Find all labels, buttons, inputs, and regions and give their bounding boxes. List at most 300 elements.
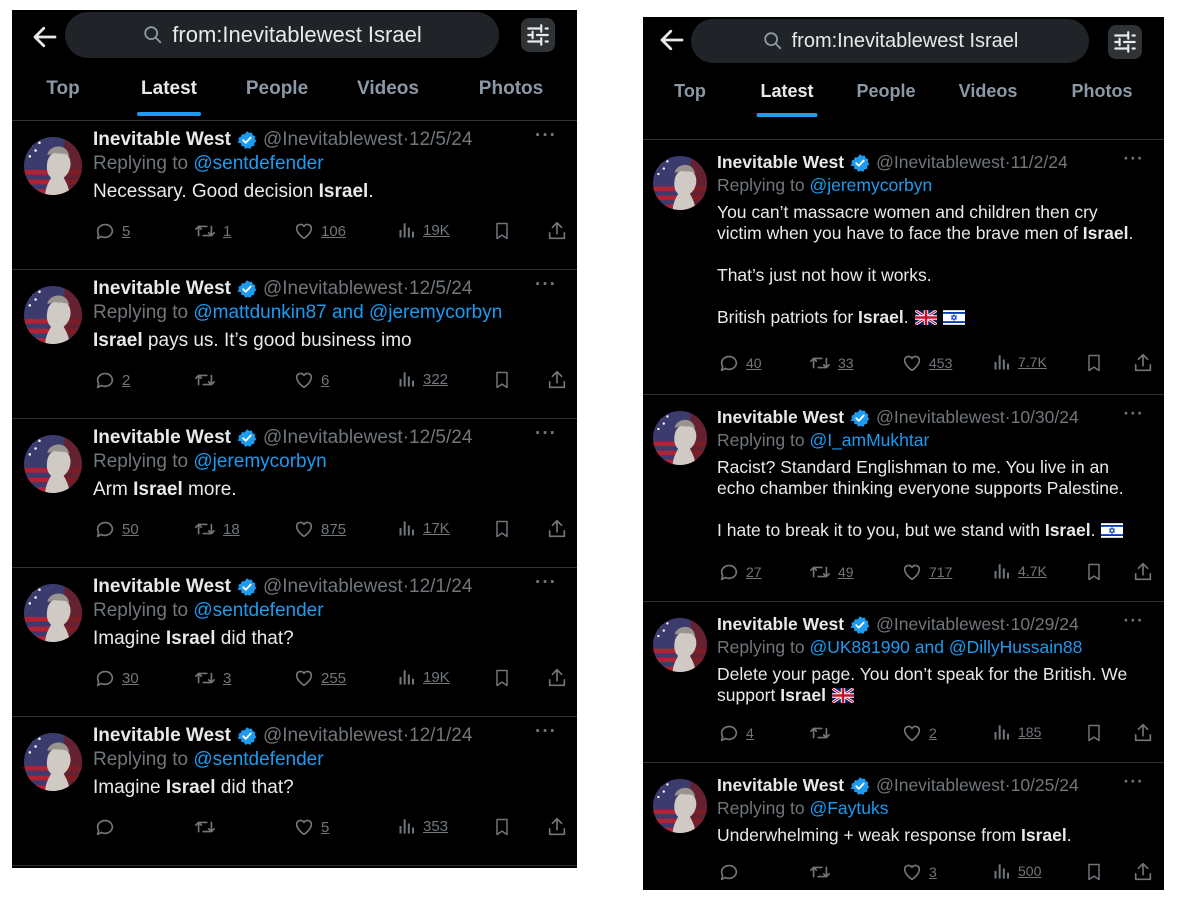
reply-icon [94,518,116,540]
reply-icon [94,816,116,838]
bookmark-button[interactable] [492,220,512,242]
user-handle[interactable]: @Inevitablewest [262,725,403,746]
more-icon[interactable]: ··· [1123,610,1144,630]
verified-icon [850,776,870,796]
bookmark-button[interactable] [492,667,512,689]
highlight-term: Israel [1020,825,1067,845]
avatar[interactable] [24,584,82,642]
active-tab-indicator [756,113,817,117]
reply-button[interactable] [94,816,122,838]
mention-link[interactable]: @Faytuks [809,798,889,818]
bookmark-icon [492,369,512,391]
tweet-text-part: Underwhelming + weak response from [717,825,1021,845]
retweet-icon [808,561,832,583]
retweets-count: 18 [223,520,240,538]
tweet-header [93,721,557,747]
tweet-text-part: Arm [93,479,134,500]
reply-icon [718,561,740,583]
tab-people[interactable] [856,81,915,102]
replying-to-label: Replying to [93,749,189,770]
share-icon [546,667,568,689]
search-tabs [12,68,577,121]
tweet-text-part: Imagine [93,777,166,798]
tweet-actions [717,722,1164,752]
more-icon[interactable]: ··· [535,572,557,593]
tweet-text-part: . That’s just not how it works. British patriots for [717,223,1134,327]
tweet-date[interactable]: 12/5/24 [409,129,473,150]
search-icon [142,24,164,46]
replying-to-label: Replying to [93,302,189,323]
mention-link[interactable]: @mattdunkin87 and @jeremycorbyn [193,302,503,323]
like-button[interactable] [901,861,937,883]
tweet-date[interactable]: 10/29/24 [1010,614,1079,634]
retweet-button[interactable] [193,220,231,242]
tweet-content [93,274,557,352]
reply-button[interactable] [94,518,139,540]
views-count: 322 [423,370,449,388]
reply-icon [718,722,740,744]
views-button[interactable] [992,352,1047,372]
retweet-icon [193,667,217,689]
mention-link[interactable]: @jeremycorbyn [809,175,933,195]
tab-label: Latest [141,78,197,99]
bookmark-icon [492,667,512,689]
search-field[interactable] [65,12,499,58]
reply-button[interactable] [94,220,130,242]
like-icon [901,352,923,374]
top-bar [643,17,1164,69]
views-icon [397,220,417,240]
search-tabs [643,69,1164,129]
display-name[interactable]: Inevitable West [717,407,845,427]
tweet-header [717,403,1144,428]
retweet-button[interactable] [193,816,223,838]
like-button[interactable] [293,667,346,689]
tweet-content [93,721,557,799]
avatar[interactable] [24,137,82,195]
like-button[interactable] [293,518,346,540]
display-name[interactable]: Inevitable West [93,278,231,299]
retweets-count: 1 [223,222,232,240]
share-icon [546,816,568,838]
share-icon [546,518,568,540]
bookmark-button[interactable] [1084,861,1104,883]
replying-to [717,798,1144,819]
likes-count: 3 [929,864,937,880]
replying-to-label: Replying to [93,153,189,174]
verified-icon [237,279,257,299]
tweet[interactable] [643,602,1164,763]
avatar[interactable] [24,286,82,344]
tweet-header [93,423,557,449]
search-query: from:Inevitablewest Israel [172,22,422,47]
retweet-button[interactable] [193,518,240,540]
like-icon [293,667,315,689]
reply-button[interactable] [718,861,746,883]
verified-icon [237,726,257,746]
separator-dot: · [402,576,410,597]
replying-to-label: Replying to [93,600,189,621]
user-handle[interactable]: @Inevitablewest [876,152,1005,172]
like-button[interactable] [293,816,329,838]
retweet-button[interactable] [808,722,838,744]
tweet-actions [717,561,1164,591]
views-icon [992,561,1012,581]
replies-count: 50 [122,520,139,538]
like-icon [293,369,315,391]
more-icon[interactable]: ··· [1123,771,1144,791]
tweet-text [93,628,557,650]
retweets-count: 33 [838,355,854,371]
retweet-icon [193,518,217,540]
retweet-icon [808,861,832,883]
more-icon[interactable]: ··· [535,423,557,444]
separator-dot: · [402,278,410,299]
like-icon [293,518,315,540]
user-handle[interactable]: @Inevitablewest [262,576,403,597]
tweet-text-part: Imagine [93,628,166,649]
views-button[interactable] [992,861,1041,881]
tweet-header [93,125,557,151]
share-button[interactable] [546,369,568,391]
tweet-text [93,330,557,352]
bookmark-button[interactable] [1084,352,1104,374]
mention-link[interactable]: @sentdefender [193,153,324,174]
likes-count: 106 [321,222,347,240]
share-button[interactable] [546,220,568,242]
mention-link[interactable]: @sentdefender [193,749,324,770]
back-arrow-icon[interactable] [657,25,687,55]
retweets-count: 49 [838,564,854,580]
tab-top[interactable] [674,81,706,102]
share-icon [546,369,568,391]
tweet-actions [93,220,577,250]
like-button[interactable] [901,561,952,583]
mention-link[interactable]: @UK881990 and @DillyHussain88 [809,637,1083,657]
user-handle[interactable]: @Inevitablewest [262,427,403,448]
views-button[interactable] [992,561,1047,581]
avatar[interactable] [653,156,707,210]
retweet-button[interactable] [808,561,854,583]
likes-count: 2 [929,725,937,741]
more-icon[interactable]: ··· [535,125,557,146]
replying-to [93,600,557,622]
tweet-date[interactable]: 11/2/24 [1010,152,1068,172]
verified-icon [850,153,870,173]
bookmark-button[interactable] [492,369,512,391]
highlight-term: Israel [93,330,143,351]
share-button[interactable] [546,816,568,838]
tweet[interactable] [12,121,577,270]
replies-count: 2 [122,371,131,389]
verified-icon [237,577,257,597]
retweet-button[interactable] [193,667,231,689]
verified-icon [850,615,870,635]
tab-label: People [856,81,916,101]
replying-to-label: Replying to [717,430,805,450]
avatar[interactable] [653,411,707,465]
reply-icon [94,369,116,391]
tab-latest[interactable] [760,81,813,102]
views-button[interactable] [397,220,450,240]
retweet-icon [193,816,217,838]
israel-flag-icon [1101,522,1123,543]
tab-photos[interactable] [479,78,543,100]
more-icon[interactable]: ··· [1123,403,1144,423]
right-screenshot [643,17,1164,890]
more-icon[interactable]: ··· [1123,148,1144,168]
likes-count: 5 [321,818,330,836]
uk-flag-icon [832,687,854,708]
reply-button[interactable] [718,352,762,374]
avatar[interactable] [24,733,82,791]
bookmark-icon [1084,722,1104,744]
reply-icon [718,861,740,883]
reply-button[interactable] [718,561,762,583]
bookmark-button[interactable] [1084,561,1104,583]
verified-icon [237,130,257,150]
like-button[interactable] [901,722,937,744]
share-icon [1132,561,1154,583]
tweet-actions [717,352,1164,382]
mention-link[interactable]: @I_amMukhtar [809,430,930,450]
replying-to [717,430,1144,451]
bookmark-button[interactable] [1084,722,1104,744]
share-button[interactable] [1132,352,1154,374]
display-name[interactable]: Inevitable West [93,129,231,150]
highlight-term: Israel [780,685,826,705]
user-handle[interactable]: @Inevitablewest [876,775,1005,795]
user-handle[interactable]: @Inevitablewest [262,278,403,299]
tab-top[interactable] [46,78,79,100]
tweet-text-part: . [1090,520,1096,540]
views-button[interactable] [397,518,450,538]
tweet[interactable] [12,717,577,866]
tweet-date[interactable]: 12/5/24 [409,427,473,448]
tweet-content [93,125,557,203]
retweet-button[interactable] [808,861,838,883]
tweet[interactable] [643,395,1164,602]
retweet-button[interactable] [808,352,854,374]
tab-label: Latest [760,81,814,101]
tweet[interactable] [12,568,577,717]
retweet-icon [193,369,217,391]
share-button[interactable] [546,518,568,540]
display-name[interactable]: Inevitable West [93,576,231,597]
tweet-content [93,572,557,650]
avatar[interactable] [653,779,707,833]
tab-label: Videos [357,78,419,99]
retweet-icon [808,352,832,374]
tweet-text [717,457,1144,543]
tweet-header [717,771,1144,796]
user-handle[interactable]: @Inevitablewest [876,614,1005,634]
views-icon [992,352,1012,372]
bookmark-icon [1084,561,1104,583]
views-button[interactable] [397,816,448,836]
share-icon [1132,861,1154,883]
top-bar [12,10,577,68]
like-icon [293,220,315,242]
tab-photos[interactable] [1072,81,1133,102]
tab-people[interactable] [246,78,308,100]
views-count: 353 [423,817,449,835]
divider [643,129,1164,140]
views-icon [397,518,417,538]
tab-label: People [245,78,309,99]
display-name[interactable]: Inevitable West [717,614,845,634]
search-query: from:Inevitablewest Israel [791,29,1019,52]
user-handle[interactable]: @Inevitablewest [876,407,1005,427]
reply-button[interactable] [718,722,754,744]
filter-icon[interactable] [1108,25,1142,59]
tweet-text-part: Delete your page. You don’t speak for the British. We support [717,664,1128,705]
tab-label: Videos [958,81,1018,101]
tweet-text-part: did that? [215,777,294,798]
like-icon [901,861,923,883]
replying-to [93,302,557,324]
reply-button[interactable] [94,667,139,689]
tweet-text-part: did that? [215,628,294,649]
views-count: 185 [1018,724,1042,740]
share-button[interactable] [1132,722,1154,744]
tab-videos[interactable] [357,78,419,100]
tweet-text-part: pays us. It’s good business imo [142,330,412,351]
views-icon [397,816,417,836]
like-icon [901,722,923,744]
filter-icon[interactable] [521,18,555,52]
replies-count: 27 [746,564,762,580]
separator-dot: · [1004,775,1011,795]
israel-flag-icon [943,309,965,330]
views-count: 4.7K [1018,563,1047,579]
user-handle[interactable]: @Inevitablewest [262,129,403,150]
like-icon [293,816,315,838]
views-icon [992,722,1012,742]
share-button[interactable] [546,667,568,689]
mention-link[interactable]: @sentdefender [193,600,324,621]
likes-count: 255 [321,669,347,687]
tweet-date[interactable]: 10/25/24 [1010,775,1079,795]
tweet-date[interactable]: 10/30/24 [1010,407,1079,427]
views-icon [397,369,417,389]
views-button[interactable] [397,667,450,687]
reply-icon [718,352,740,374]
display-name[interactable]: Inevitable West [717,775,845,795]
tweet-header [717,148,1144,173]
bookmark-icon [1084,352,1104,374]
tweet-text [717,202,1144,330]
highlight-term: Israel [318,181,369,202]
tweet-content [93,423,557,501]
retweet-button[interactable] [193,369,223,391]
more-icon[interactable]: ··· [535,721,557,742]
display-name[interactable]: Inevitable West [93,725,231,746]
tweet-text [93,777,557,799]
display-name[interactable]: Inevitable West [717,152,845,172]
views-button[interactable] [992,722,1041,742]
likes-count: 717 [929,564,953,580]
more-icon[interactable]: ··· [535,274,557,295]
separator-dot: · [402,129,410,150]
tweet-content [717,148,1144,330]
like-button[interactable] [293,369,329,391]
replies-count: 4 [746,725,754,741]
replying-to [93,451,557,473]
bookmark-button[interactable] [492,816,512,838]
separator-dot: · [1004,614,1011,634]
tweet-date[interactable]: 12/5/24 [409,278,473,299]
like-button[interactable] [293,220,346,242]
replying-to-label: Replying to [93,451,189,472]
back-arrow-icon[interactable] [30,22,60,52]
tweet-text-part: You can’t massacre women and children then cry victim when you have to face the brave men of [717,202,1098,243]
tweet-date[interactable]: 12/1/24 [409,576,473,597]
reply-button[interactable] [94,369,130,391]
verified-icon [850,408,870,428]
tweet-content [717,610,1144,708]
highlight-term: Israel [133,479,183,500]
bookmark-icon [1084,861,1104,883]
views-count: 19K [423,668,450,686]
tweet[interactable] [12,270,577,419]
replying-to [717,175,1144,196]
likes-count: 875 [321,520,347,538]
verified-icon [237,428,257,448]
tweet-header [93,572,557,598]
tab-videos[interactable] [959,81,1018,102]
views-button[interactable] [397,369,448,389]
reply-icon [94,667,116,689]
retweet-icon [193,220,217,242]
replying-to-label: Replying to [717,637,805,657]
tweet-text [93,181,557,203]
tweet[interactable] [643,140,1164,395]
avatar[interactable] [24,435,82,493]
tweet[interactable] [643,763,1164,890]
views-count: 500 [1018,863,1042,879]
like-button[interactable] [901,352,952,374]
share-button[interactable] [1132,861,1154,883]
tweet-text [717,664,1144,708]
tab-latest[interactable] [141,78,197,100]
tweet-actions [93,369,577,399]
highlight-term: Israel [1082,223,1129,243]
mention-link[interactable]: @jeremycorbyn [193,451,327,472]
likes-count: 6 [321,371,330,389]
display-name[interactable]: Inevitable West [93,427,231,448]
bookmark-button[interactable] [492,518,512,540]
likes-count: 453 [929,355,953,371]
tweet[interactable] [12,419,577,568]
avatar[interactable] [653,618,707,672]
retweets-count: 3 [223,669,232,687]
left-screenshot [12,10,577,868]
uk-flag-icon [915,309,937,330]
tab-label: Photos [1071,81,1133,101]
active-tab-indicator [137,112,201,116]
tweet-date[interactable]: 12/1/24 [409,725,473,746]
like-icon [901,561,923,583]
share-button[interactable] [1132,561,1154,583]
tweet-content [717,771,1144,846]
bookmark-icon [492,816,512,838]
search-field[interactable] [691,19,1089,63]
views-count: 17K [423,519,450,537]
share-icon [1132,722,1154,744]
search-icon [762,30,784,52]
tweet-text-part: Racist? Standard Englishman to me. You live in an echo chamber thinking everyone supports Palestine. I hate to break it to you, but we stand with [717,457,1124,540]
